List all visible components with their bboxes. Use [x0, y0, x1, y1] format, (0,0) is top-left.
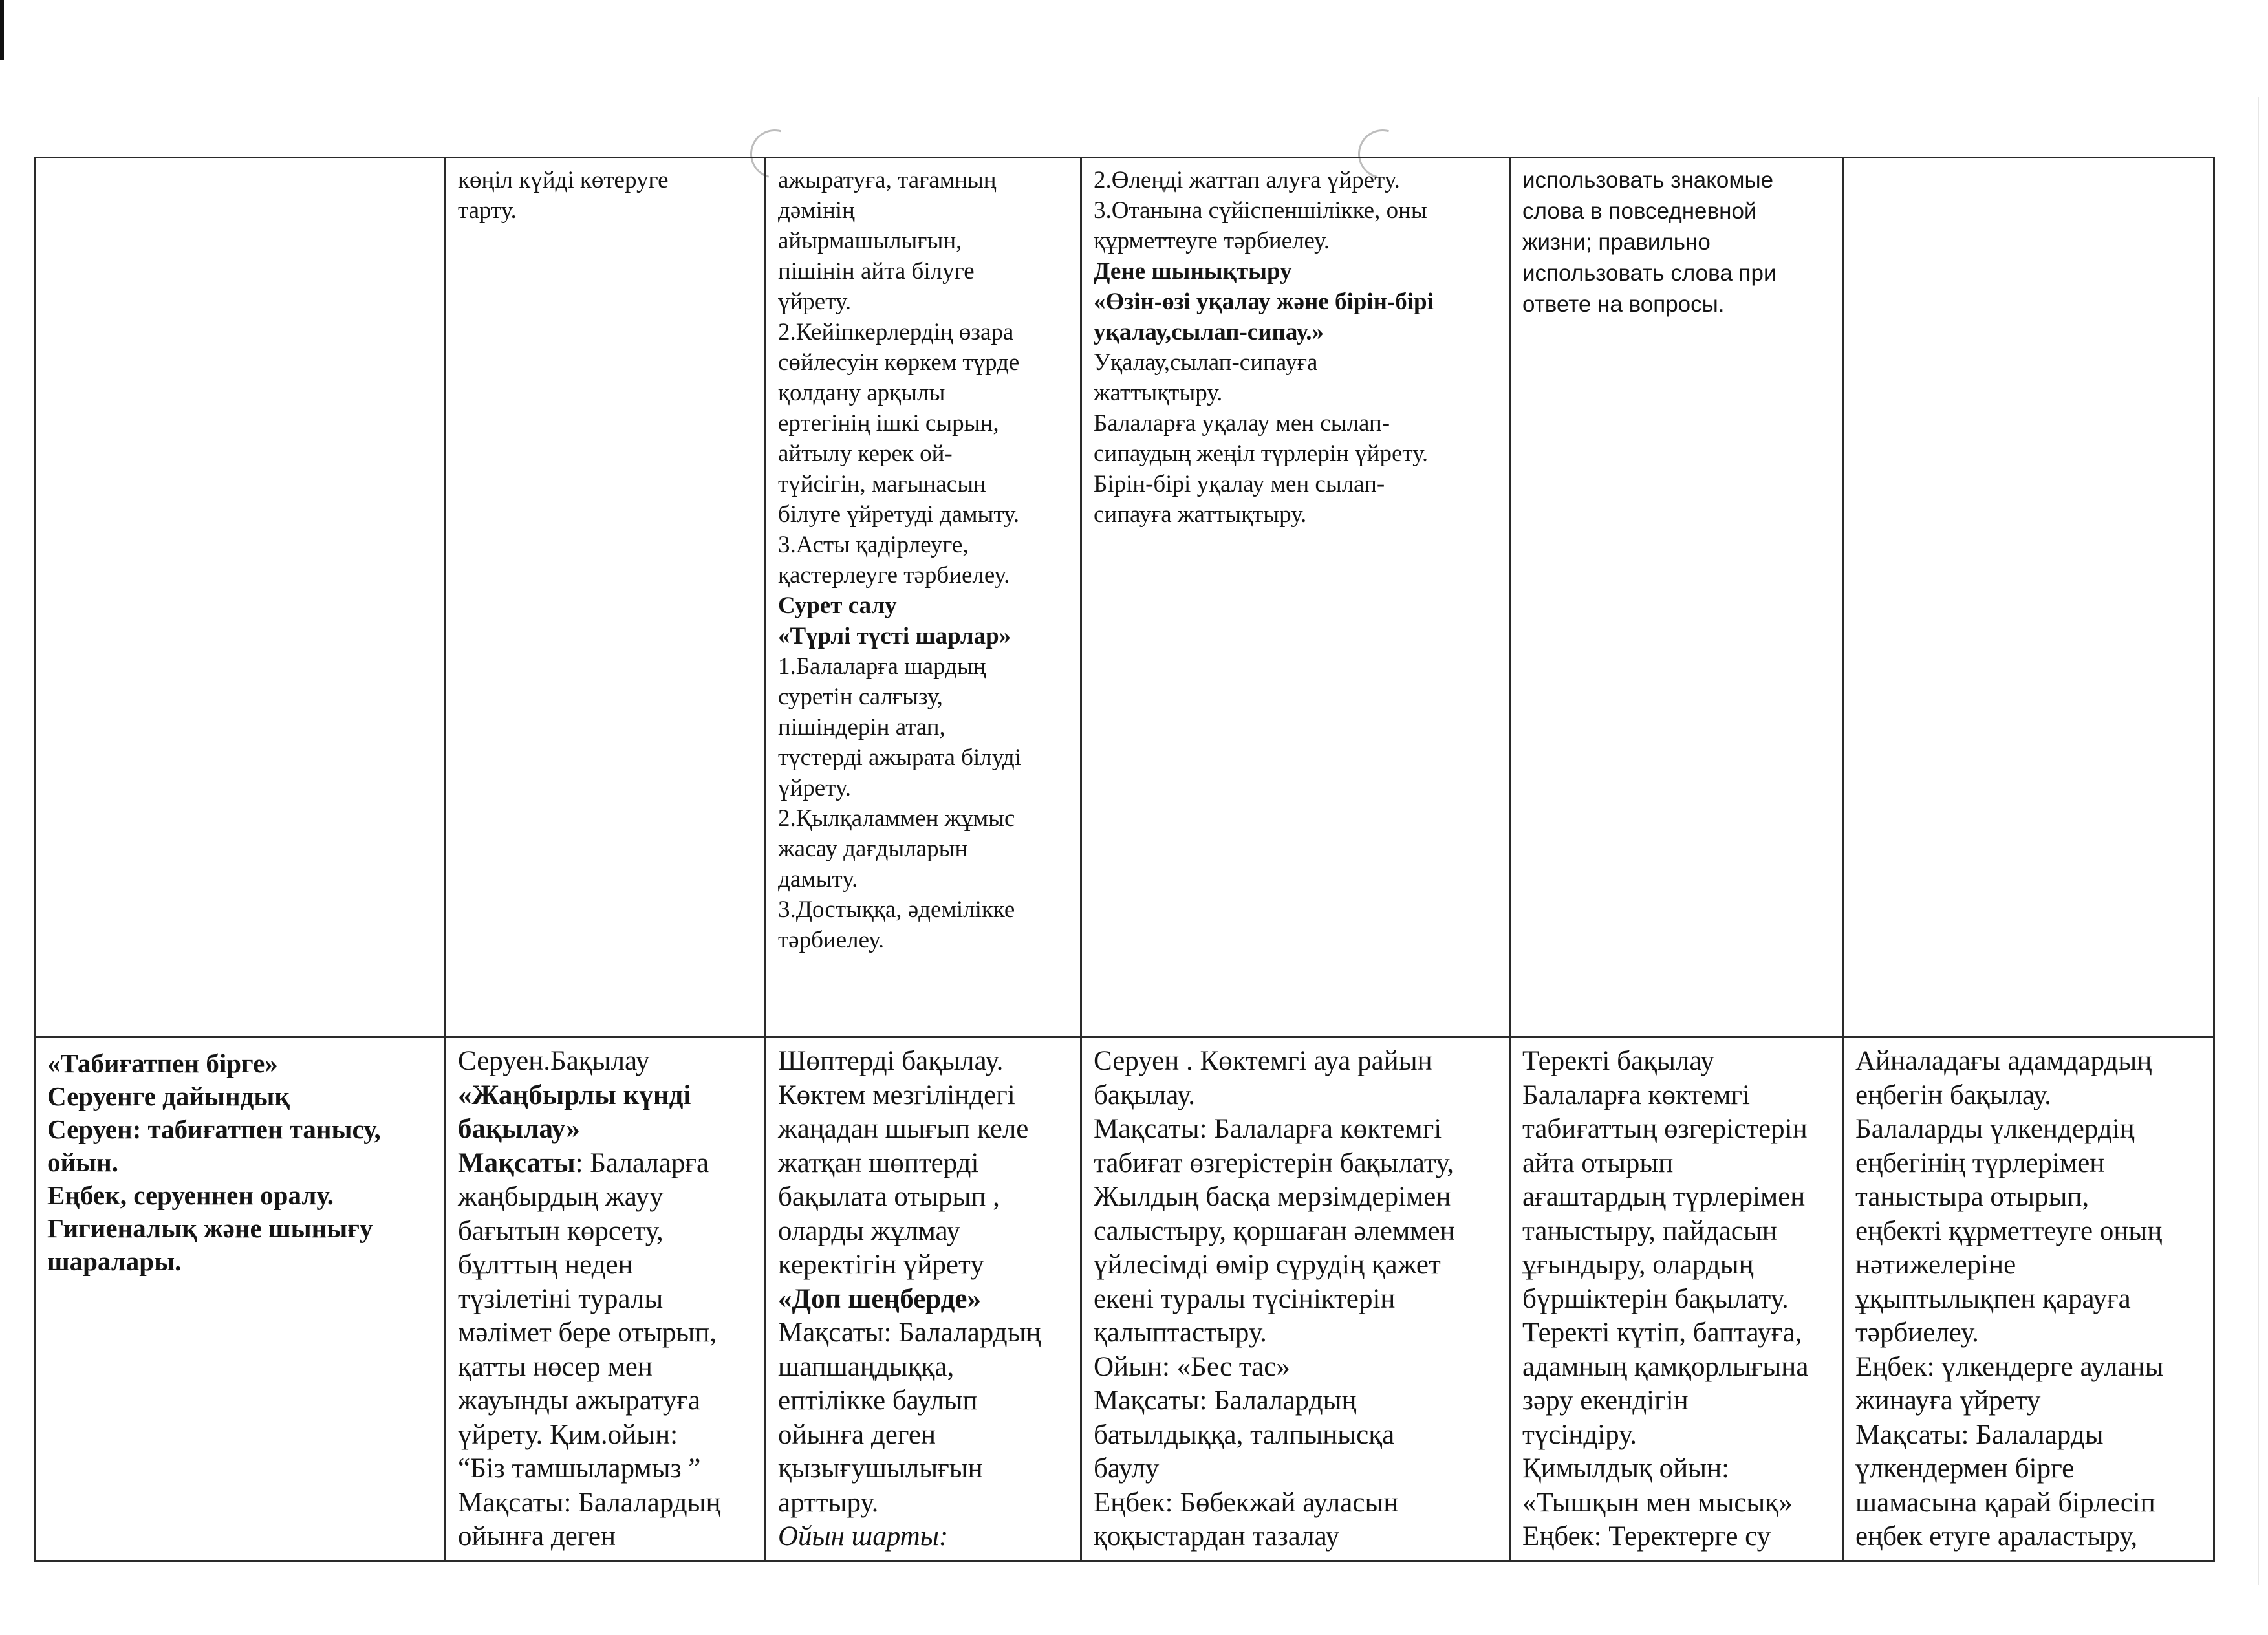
cell-text-line: жатқан шөптерді	[778, 1147, 979, 1178]
table-row	[35, 1037, 2214, 1561]
cell-text-line: таныстыра отырып,	[1855, 1182, 2090, 1212]
cell-text-line: бақылата отырып ,	[778, 1182, 1000, 1212]
cell-text-line: ағаштардың түрлерімен	[1522, 1182, 1806, 1212]
cell-text-line: ответе на вопросы.	[1522, 292, 1725, 317]
cell-text-line: Еңбек: Бөбекжай ауласын	[1094, 1487, 1399, 1518]
cell-text-line: түстерді ажырата білуді	[778, 744, 1021, 771]
cell-text-line: Бірін-бірі уқалау мен сылап-	[1094, 471, 1385, 497]
cell-text-line: ептілікке баулып	[778, 1385, 978, 1416]
cell-text-line: дамыту.	[778, 866, 858, 893]
cell-text-line: ұғындыру, олардың	[1522, 1250, 1754, 1280]
daily-plan-table	[34, 157, 2215, 1562]
cell-text-line: Серуен.Бақылау	[458, 1046, 650, 1076]
cell-text-line: Серуенге дайындық	[47, 1081, 290, 1111]
table-cell	[1843, 158, 2214, 1037]
cell-text-line: шапшаңдыққа,	[778, 1351, 955, 1382]
cell-text-line: использовать знакомые	[1522, 168, 1774, 193]
cell-text-line: Мақсаты: Балаларға көктемгі	[1094, 1114, 1442, 1144]
cell-text-line: «Доп шеңберде»	[778, 1283, 981, 1314]
cell-text-line: еңбекті құрметтеуге оның	[1855, 1215, 2163, 1246]
cell-text-line: Еңбек: үлкендерге ауланы	[1855, 1351, 2164, 1382]
table-row	[35, 158, 2214, 1037]
cell-text-line: 2.Қылқаламмен жұмыс	[778, 805, 1015, 832]
cell-text-line: Мақсаты: Балаларды	[1855, 1419, 2104, 1450]
table-cell	[35, 1037, 446, 1561]
cell-text-line: жинауға үйрету	[1855, 1385, 2041, 1416]
cell-text-line: суретін салғызу,	[778, 684, 943, 710]
cell-text-line: зәру екендігін	[1522, 1385, 1689, 1416]
cell-text-line: түзілетіні туралы	[458, 1283, 664, 1314]
cell-text-line: Ойын: «Бес тас»	[1094, 1351, 1290, 1382]
cell-text-line: мәлімет бере отырып,	[458, 1317, 717, 1348]
cell-text-line: жаңадан шығып келе	[778, 1114, 1029, 1144]
cell-text-line: еңбегінің түрлерімен	[1855, 1147, 2105, 1178]
cell-text-line: уқалау,сылап-сипау.»	[1094, 319, 1324, 345]
table-cell	[766, 158, 1081, 1037]
cell-text-line: көңіл күйді көтеруге	[458, 167, 669, 193]
cell-text-line: үлкендермен бірге	[1855, 1453, 2075, 1484]
cell-text-line: ойынға деген	[778, 1419, 936, 1450]
cell-text-line: табиғат өзгерістерін бақылату,	[1094, 1147, 1454, 1178]
cell-text-line: 2.Кейіпкерлердің өзара	[778, 319, 1014, 345]
table-cell	[35, 158, 446, 1037]
cell-text-line: использовать слова при	[1522, 261, 1777, 286]
cell-text-line: түсіндіру.	[1522, 1419, 1637, 1450]
cell-text-line: айта отырып	[1522, 1147, 1674, 1178]
cell-text-line: үйрету.	[778, 288, 851, 315]
cell-text-line: Мақсаты: Балалардың	[458, 1487, 721, 1518]
cell-text-line: «Түрлі түсті шарлар»	[778, 623, 1011, 649]
cell-text-line: адамның қамқорлығына	[1522, 1351, 1809, 1382]
cell-text-line: нәтижелеріне	[1855, 1250, 2016, 1280]
cell-text-line: шамасына қарай бірлесіп	[1855, 1487, 2155, 1518]
cell-text-line: тарту.	[458, 197, 517, 224]
cell-text-line: «Өзін-өзі уқалау және бірін-бірі	[1094, 288, 1434, 315]
cell-text-line: тәрбиелеу.	[778, 927, 885, 953]
cell-text-line: Еңбек: Теректерге су	[1522, 1521, 1771, 1552]
cell-text-line: сипаудың жеңіл түрлерін үйрету.	[1094, 440, 1429, 467]
cell-text-line: шаралары.	[47, 1246, 182, 1276]
cell-text-line: 3.Достыққа, әдемілікке	[778, 896, 1015, 923]
cell-text-line: Айналадағы адамдардың	[1855, 1046, 2152, 1076]
cell-text-line: қатты нөсер мен	[458, 1351, 653, 1382]
table-cell	[1510, 158, 1843, 1037]
cell-text-line: қоқыстардан тазалау	[1094, 1521, 1340, 1552]
cell-text-line: баулу	[1094, 1453, 1160, 1484]
cell-text-line: салыстыру, қоршаған әлеммен	[1094, 1215, 1455, 1246]
cell-text-line: батылдыққа, талпынысқа	[1094, 1419, 1395, 1450]
cell-text-line: еңбегін бақылау.	[1855, 1079, 2051, 1110]
scan-edge-shadow	[2258, 97, 2259, 1585]
cell-text-line: Балаларға көктемгі	[1522, 1079, 1750, 1110]
cell-text-line: Балаларға уқалау мен сылап-	[1094, 410, 1390, 437]
table-cell	[446, 158, 766, 1037]
cell-text-line: Балаларды үлкендердің	[1855, 1114, 2135, 1144]
cell-text-line: ажыратуға, тағамның	[778, 167, 997, 193]
cell-text-line: қалыптастыру.	[1094, 1317, 1267, 1348]
cell-text-line: қастерлеуге тәрбиелеу.	[778, 562, 1010, 589]
table-cell	[1081, 1037, 1510, 1561]
cell-text-line: үйлесімді өмір сүрудің қажет	[1094, 1250, 1441, 1280]
cell-text-line: Дене шынықтыру	[1094, 258, 1292, 285]
cell-text-line: бақылау»	[458, 1114, 580, 1144]
cell-text-line: тәрбиелеу.	[1855, 1317, 1979, 1348]
cell-text-line: Теректі бақылау	[1522, 1046, 1714, 1076]
cell-text-line: дәмінің	[778, 197, 855, 224]
table-cell	[1510, 1037, 1843, 1561]
cell-text-line: қолдану арқылы	[778, 380, 945, 406]
cell-text-line: «Тышқын мен мысық»	[1522, 1487, 1793, 1518]
cell-text-line: жаңбырдың жауу	[458, 1182, 664, 1212]
cell-text-line: айырмашылығын,	[778, 228, 962, 254]
cell-text-line: Серуен . Көктемгі ауа райын	[1094, 1046, 1432, 1076]
cell-text-line: пішіндерін атап,	[778, 714, 945, 741]
cell-text-line: 2.Өлеңді жаттап алуға үйрету.	[1094, 167, 1400, 193]
cell-text-line: бұлттың неден	[458, 1250, 633, 1280]
cell-text-line: түйсігін, мағынасын	[778, 471, 986, 497]
table-cell	[1081, 158, 1510, 1037]
cell-text-line: ертегінің ішкі сырын,	[778, 410, 999, 437]
cell-text-line: слова в повседневной	[1522, 199, 1757, 224]
cell-text-line: Мақсаты: Балаларға	[458, 1147, 709, 1178]
cell-text-line: сөйлесуін көркем түрде	[778, 349, 1020, 376]
scan-edge-mark	[0, 0, 4, 60]
cell-text-line: Көктем мезгіліндегі	[778, 1079, 1015, 1110]
cell-text-line: пішінін айта білуге	[778, 258, 975, 285]
table-cell	[1843, 1037, 2214, 1561]
cell-text-line: жизни; правильно	[1522, 230, 1711, 255]
cell-text-line: «Жаңбырлы күнді	[458, 1079, 691, 1110]
cell-text-line: Жылдың басқа мерзімдерімен	[1094, 1182, 1451, 1212]
cell-text-line: Серуен: табиғатпен танысу,	[47, 1114, 381, 1144]
cell-text-line: 3.Отанына сүйіспеншілікке, оны	[1094, 197, 1427, 224]
cell-text-line: ойынға деген	[458, 1521, 616, 1552]
cell-text-line: Мақсаты: Балалардың	[778, 1317, 1041, 1348]
cell-text-line: Қимылдық ойын:	[1522, 1453, 1730, 1484]
cell-text-line: арттыру.	[778, 1487, 879, 1518]
cell-text-line: Сурет салу	[778, 592, 897, 619]
cell-text-line: оларды жұлмау	[778, 1215, 960, 1246]
cell-text-line: 1.Балаларға шардың	[778, 653, 986, 680]
cell-text-line: Теректі күтіп, баптауға,	[1522, 1317, 1802, 1348]
cell-text-line: Шөптерді бақылау.	[778, 1046, 1004, 1076]
cell-text-line: ұқыптылықпен қарауға	[1855, 1283, 2131, 1314]
cell-text-line: жауынды ажыратуға	[458, 1385, 701, 1416]
cell-text-line: керектігін үйрету	[778, 1250, 984, 1280]
cell-text-line: табиғаттың өзгерістерін	[1522, 1114, 1808, 1144]
cell-text-line: бүршіктерін бақылату.	[1522, 1283, 1789, 1314]
cell-text-line: жасау дағдыларын	[778, 836, 968, 862]
table-cell	[446, 1037, 766, 1561]
cell-text-line: Гигиеналық және шынығу	[47, 1213, 373, 1243]
cell-text-line: сипауға жаттықтыру.	[1094, 501, 1307, 528]
cell-text-line: бақылау.	[1094, 1079, 1196, 1110]
cell-text-line: қызығушылығын	[778, 1453, 983, 1484]
cell-text-line: ойын.	[47, 1147, 119, 1177]
cell-text-line: Ойын шарты:	[778, 1521, 949, 1552]
cell-text-line: Мақсаты: Балалардың	[1094, 1385, 1357, 1416]
cell-text-line: еңбек етуге араластыру,	[1855, 1521, 2138, 1552]
table-cell	[766, 1037, 1081, 1561]
cell-text-line: жаттықтыру.	[1094, 380, 1223, 406]
cell-text-line: таныстыру, пайдасын	[1522, 1215, 1777, 1246]
cell-text-line: Еңбек, серуеннен оралу.	[47, 1180, 334, 1210]
cell-text-line: білуге үйретуді дамыту.	[778, 501, 1020, 528]
cell-text-line: Уқалау,сылап-сипауға	[1094, 349, 1318, 376]
cell-text-line: бағытын көрсету,	[458, 1215, 664, 1246]
cell-text-line: 3.Асты қадірлеуге,	[778, 532, 969, 558]
cell-text-line: “Біз тамшылармыз ”	[458, 1453, 701, 1484]
cell-text-line: «Табиғатпен бірге»	[47, 1048, 278, 1078]
cell-text-line: құрметтеуге тәрбиелеу.	[1094, 228, 1330, 254]
cell-text-line: айтылу керек ой-	[778, 440, 953, 467]
cell-text-line: екені туралы түсініктерін	[1094, 1283, 1396, 1314]
cell-text-line: үйрету.	[778, 775, 851, 801]
cell-text-line: үйрету. Қим.ойын:	[458, 1419, 678, 1450]
